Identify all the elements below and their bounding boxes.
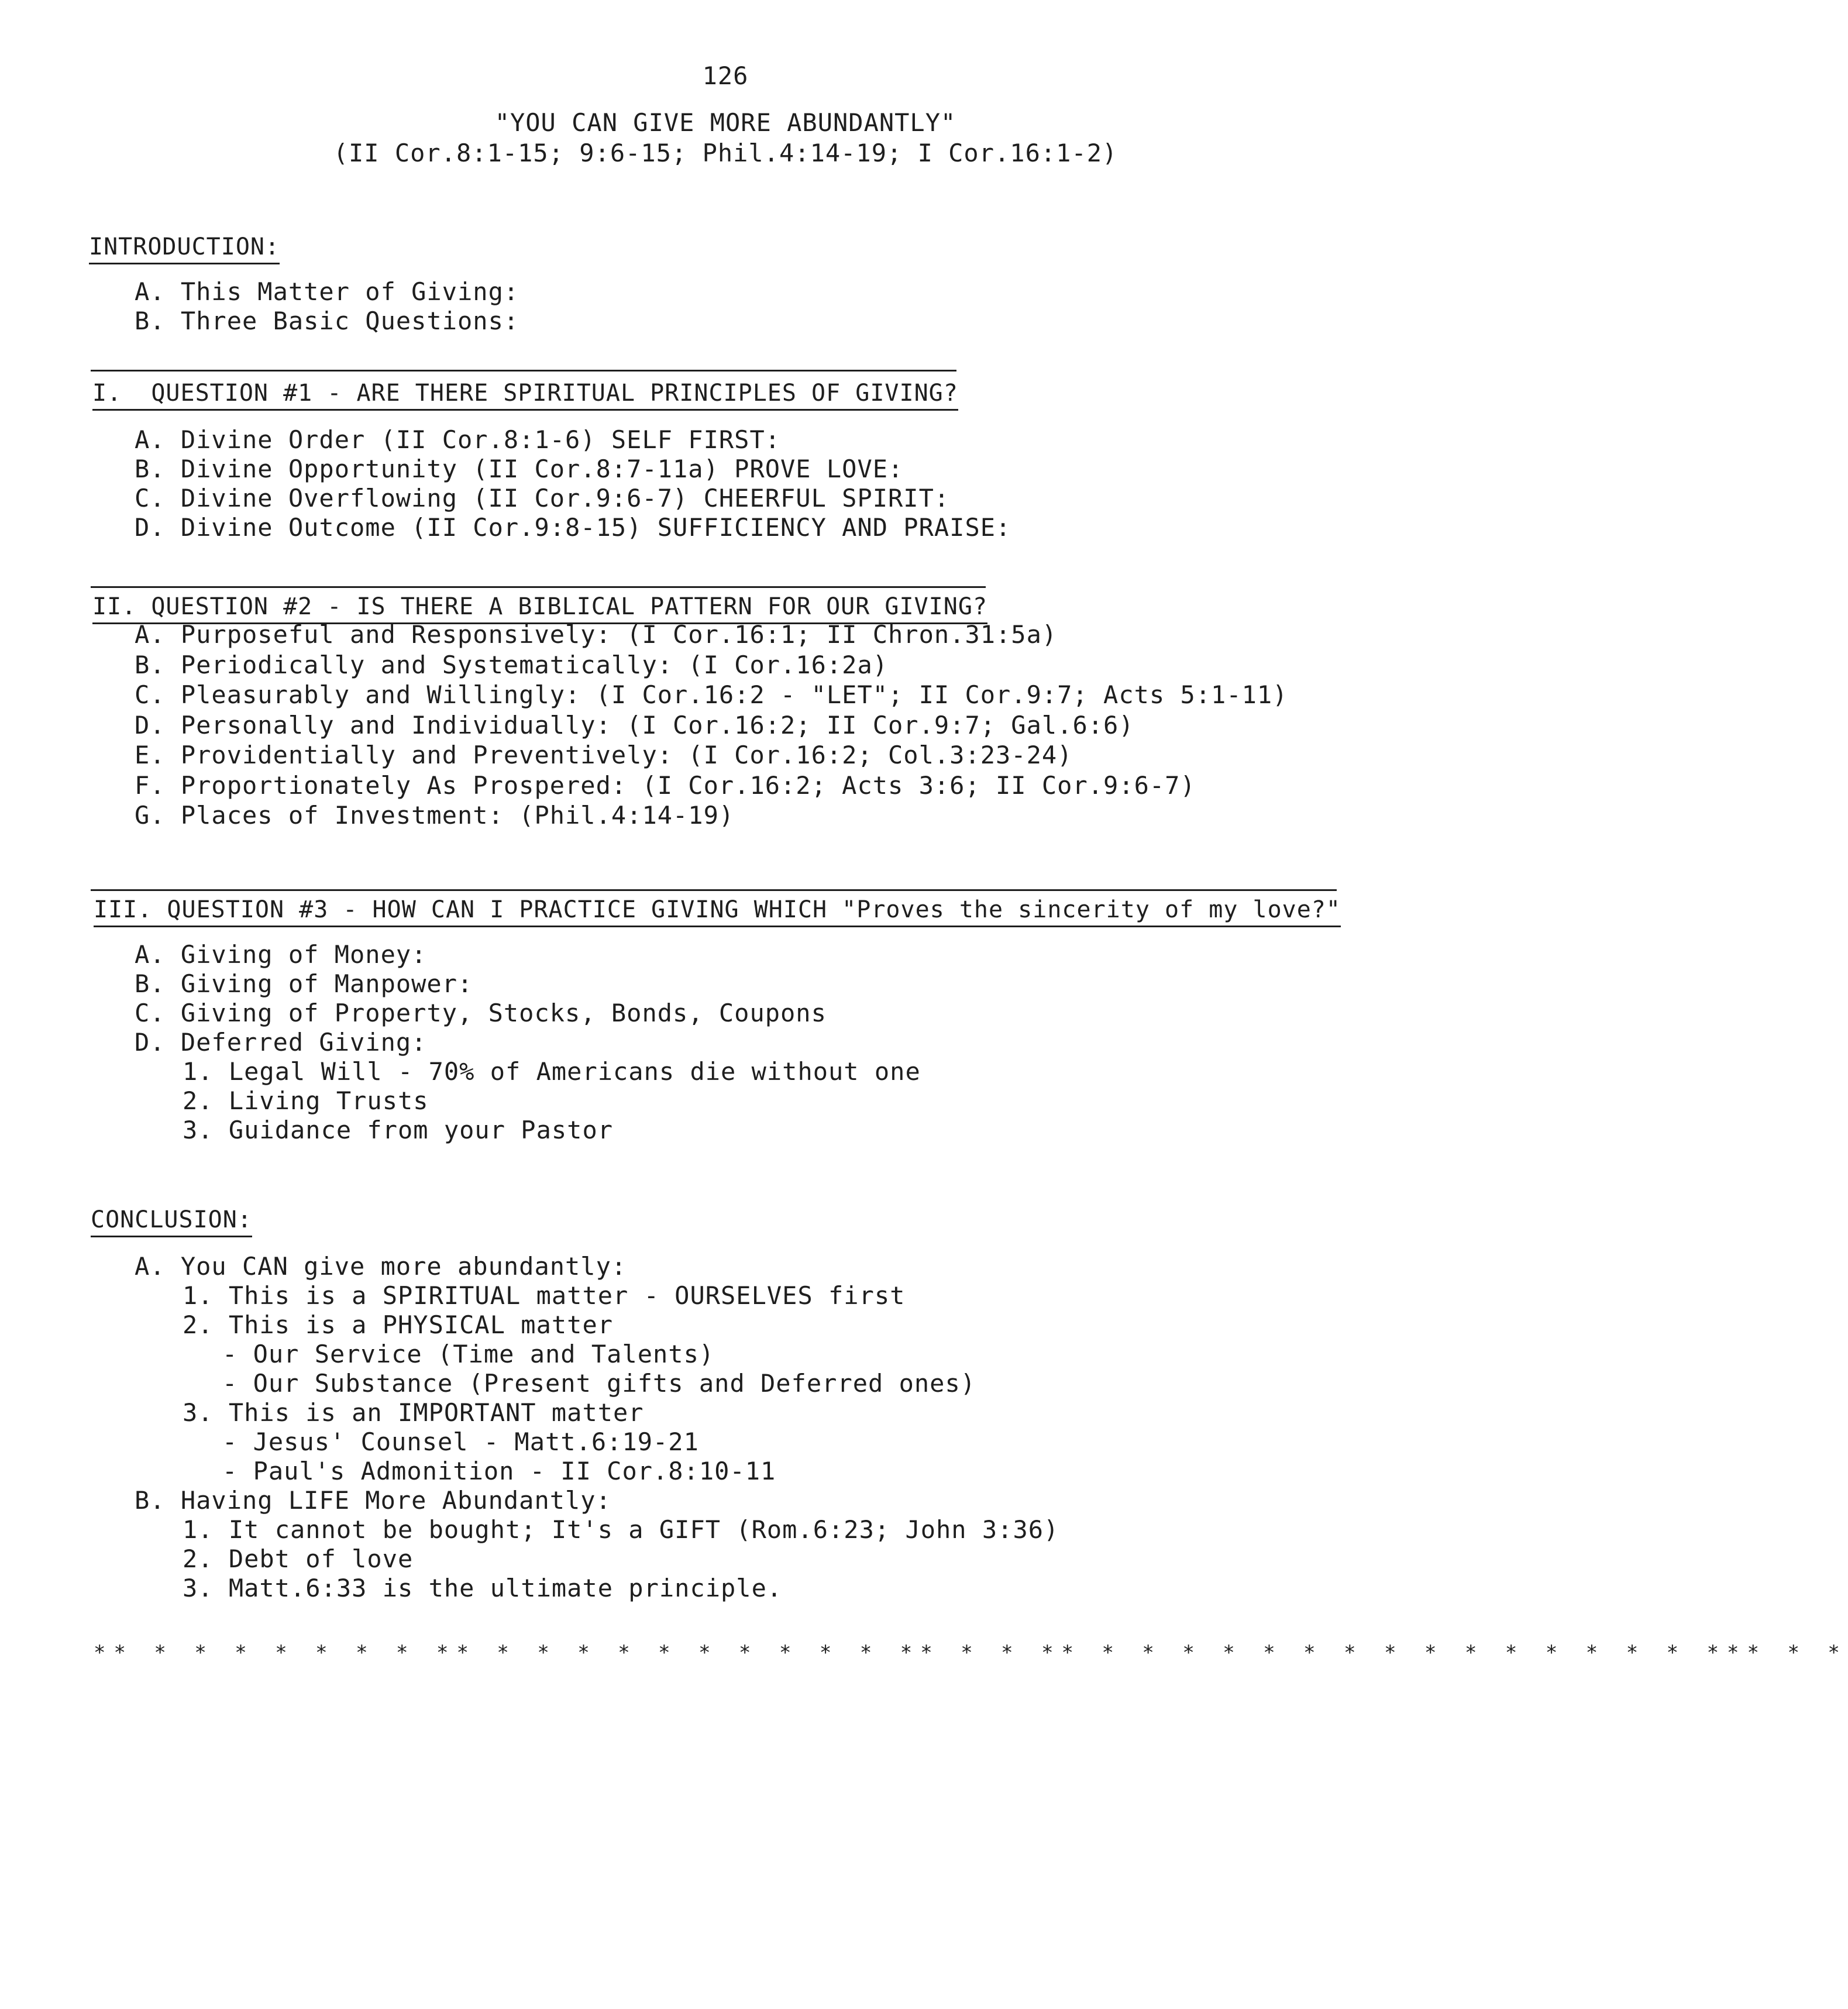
- section-2-item: E. Providentially and Preventively: (I Cor.16:2; Col.3:23-24): [135, 741, 1073, 769]
- conclusion-subitem: 1. This is a SPIRITUAL matter - OURSELVES first: [183, 1281, 906, 1310]
- document-title: "YOU CAN GIVE MORE ABUNDANTLY": [494, 108, 956, 137]
- conclusion-heading: CONCLUSION:: [91, 1205, 252, 1237]
- conclusion-subitem: 2. This is a PHYSICAL matter: [183, 1310, 614, 1339]
- introduction-item: B. Three Basic Questions:: [135, 307, 519, 335]
- section-2-heading: II. QUESTION #2 - IS THERE A BIBLICAL PATTERN FOR OUR GIVING?: [92, 592, 987, 624]
- conclusion-bullet: - Paul's Admonition - II Cor.8:10-11: [222, 1457, 776, 1485]
- footer-stars-divider: ** * * * * * * * ** * * * * * * * * * * ** * * ** * * * * * * * * * * * * * * * *** * *: [94, 1641, 1848, 1664]
- section-2-item: G. Places of Investment: (Phil.4:14-19): [135, 801, 735, 830]
- section-1-item: D. Divine Outcome (II Cor.9:8-15) SUFFICIENCY AND PRAISE:: [135, 513, 1011, 542]
- section-rule: [91, 370, 956, 371]
- section-2-item: C. Pleasurably and Willingly: (I Cor.16:2 - "LET"; II Cor.9:7; Acts 5:1-11): [135, 680, 1288, 709]
- section-1-item: A. Divine Order (II Cor.8:1-6) SELF FIRST:: [135, 425, 781, 454]
- section-2-item: A. Purposeful and Responsively: (I Cor.16:1; II Chron.31:5a): [135, 620, 1058, 649]
- conclusion-bullet: - Our Substance (Present gifts and Deferred ones): [222, 1369, 976, 1398]
- conclusion-subitem: 3. Matt.6:33 is the ultimate principle.: [183, 1574, 783, 1602]
- section-3-item: B. Giving of Manpower:: [135, 969, 473, 998]
- conclusion-subitem: 2. Debt of love: [183, 1544, 414, 1573]
- conclusion-item-a: A. You CAN give more abundantly:: [135, 1252, 627, 1281]
- section-3-heading: III. QUESTION #3 - HOW CAN I PRACTICE GIVING WHICH "Proves the sincerity of my love?": [94, 895, 1341, 927]
- conclusion-subitem: 3. This is an IMPORTANT matter: [183, 1398, 644, 1427]
- scripture-references: (II Cor.8:1-15; 9:6-15; Phil.4:14-19; I Cor.16:1-2): [333, 139, 1118, 167]
- section-rule: [91, 586, 986, 588]
- section-3-subitem: 2. Living Trusts: [183, 1086, 429, 1115]
- section-3-item: A. Giving of Money:: [135, 940, 427, 969]
- section-2-item: F. Proportionately As Prospered: (I Cor.16:2; Acts 3:6; II Cor.9:6-7): [135, 771, 1196, 800]
- section-3-subitem: 3. Guidance from your Pastor: [183, 1116, 614, 1144]
- conclusion-bullet: - Our Service (Time and Talents): [222, 1340, 715, 1368]
- page-number: 126: [702, 61, 749, 90]
- conclusion-item-b: B. Having LIFE More Abundantly:: [135, 1486, 611, 1515]
- section-rule: [91, 889, 1337, 891]
- section-3-item: D. Deferred Giving:: [135, 1028, 427, 1057]
- conclusion-subitem: 1. It cannot be bought; It's a GIFT (Rom.6:23; John 3:36): [183, 1515, 1059, 1544]
- section-2-item: D. Personally and Individually: (I Cor.16:2; II Cor.9:7; Gal.6:6): [135, 711, 1134, 739]
- section-3-subitem: 1. Legal Will - 70% of Americans die without one: [183, 1057, 921, 1086]
- section-1-heading: I. QUESTION #1 - ARE THERE SPIRITUAL PRINCIPLES OF GIVING?: [92, 379, 958, 411]
- section-2-item: B. Periodically and Systematically: (I Cor.16:2a): [135, 651, 889, 679]
- section-1-item: B. Divine Opportunity (II Cor.8:7-11a) PROVE LOVE:: [135, 455, 904, 483]
- conclusion-bullet: - Jesus' Counsel - Matt.6:19-21: [222, 1427, 699, 1456]
- introduction-item: A. This Matter of Giving:: [135, 277, 519, 306]
- section-1-item: C. Divine Overflowing (II Cor.9:6-7) CHEERFUL SPIRIT:: [135, 484, 950, 512]
- introduction-heading: INTRODUCTION:: [89, 232, 280, 264]
- section-3-item: C. Giving of Property, Stocks, Bonds, Coupons: [135, 999, 827, 1027]
